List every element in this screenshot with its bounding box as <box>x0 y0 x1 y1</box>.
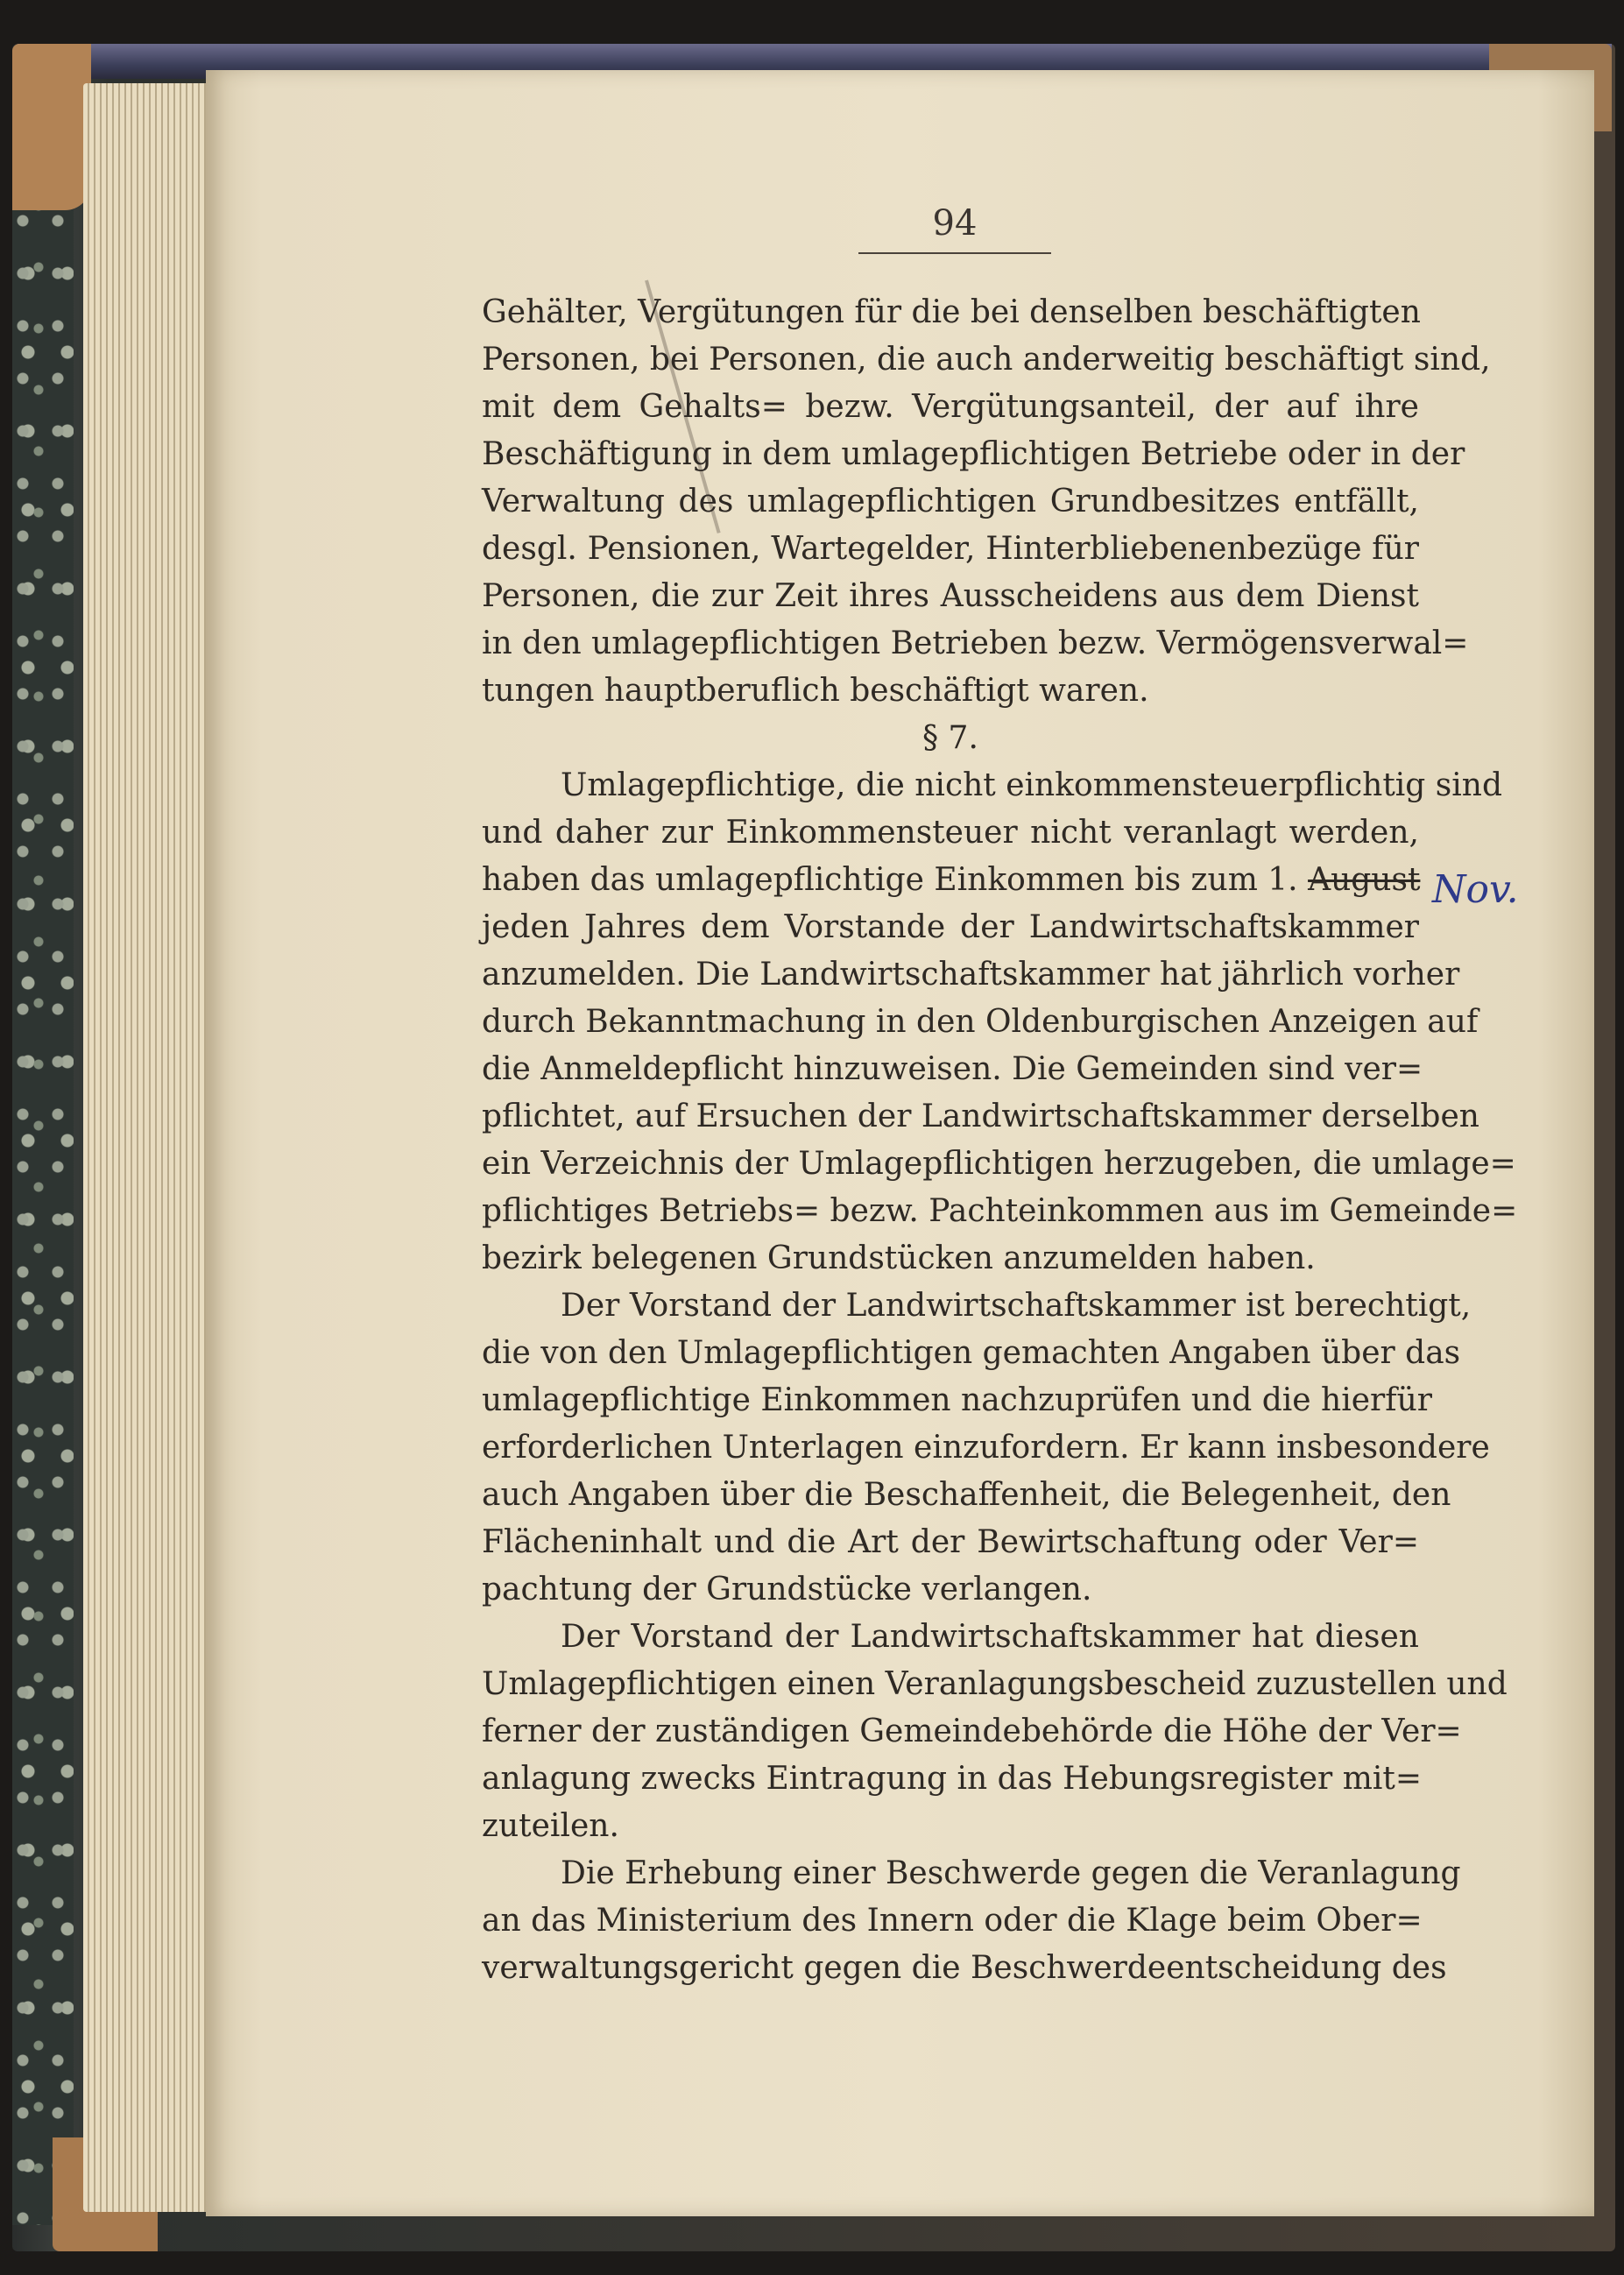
page-number: 94 <box>932 203 978 244</box>
text-line: pflichtet, auf Ersuchen der Landwirtschaftskammer derselben <box>482 1099 1479 1134</box>
handwritten-margin-note: Nov. <box>1432 867 1519 912</box>
text-line: die Anmeldepflicht hinzuweisen. Die Gemeinden sind ver= <box>482 1051 1423 1087</box>
text-line: Umlagepflichtigen einen Veranlagungsbescheid zuzustellen und <box>482 1666 1507 1702</box>
text-line: mit dem Gehalts= bezw. Vergütungsanteil, der auf ihre <box>482 389 1419 425</box>
page-edges <box>83 83 215 2212</box>
section-heading: § 7. <box>922 720 978 756</box>
leather-corner-top <box>12 44 91 210</box>
text-line: verwaltungsgericht gegen die Beschwerdeentscheidung des <box>482 1950 1447 1986</box>
marbled-cover-edge <box>12 53 74 2225</box>
text-line: desgl. Pensionen, Wartegelder, Hinterbliebenenbezüge für <box>482 531 1419 567</box>
text-fragment: haben das umlagepflichtige Einkommen bis zum 1. <box>482 862 1298 898</box>
text-line: pflichtiges Betriebs= bezw. Pachteinkommen aus im Gemeinde= <box>482 1193 1518 1229</box>
text-line: durch Bekanntmachung in den Oldenburgischen Anzeigen auf <box>482 1004 1479 1040</box>
page-number-rule <box>858 252 1051 254</box>
text-line: tungen hauptberuflich beschäftigt waren. <box>482 673 1149 709</box>
text-line: bezirk belegenen Grundstücken anzumelden haben. <box>482 1240 1316 1276</box>
text-line: in den umlagepflichtigen Betrieben bezw. Vermögensverwal= <box>482 625 1469 661</box>
text-line: erforderlichen Unterlagen einzufordern. Er kann insbesondere <box>482 1430 1490 1466</box>
text-line: Personen, bei Personen, die auch anderweitig beschäftigt sind, <box>482 342 1491 378</box>
text-line: pachtung der Grundstücke verlangen. <box>482 1572 1092 1607</box>
text-line: zuteilen. <box>482 1808 619 1844</box>
text-line: Umlagepflichtige, die nicht einkommensteuerpflichtig sind <box>561 767 1503 803</box>
text-line: an das Ministerium des Innern oder die Klage beim Ober= <box>482 1903 1423 1939</box>
text-line: Flächeninhalt und die Art der Bewirtschaftung oder Ver= <box>482 1524 1419 1560</box>
text-line: Personen, die zur Zeit ihres Ausscheidens aus dem Dienst <box>482 578 1419 614</box>
text-line: anzumelden. Die Landwirtschaftskammer hat jährlich vorher <box>482 957 1460 993</box>
text-line: und daher zur Einkommensteuer nicht veranlagt werden, <box>482 815 1419 851</box>
text-line: Der Vorstand der Landwirtschaftskammer hat diesen <box>561 1619 1419 1655</box>
text-line: Die Erhebung einer Beschwerde gegen die Veranlagung <box>561 1855 1461 1891</box>
text-line: anlagung zwecks Eintragung in das Hebungsregister mit= <box>482 1761 1422 1797</box>
text-line: ferner der zuständigen Gemeindebehörde die Höhe der Ver= <box>482 1713 1462 1749</box>
text-line: die von den Umlagepflichtigen gemachten Angaben über das <box>482 1335 1461 1371</box>
text-line: jeden Jahres dem Vorstande der Landwirtschaftskammer <box>482 909 1419 945</box>
text-line: Verwaltung des umlagepflichtigen Grundbesitzes entfällt, <box>482 484 1419 519</box>
struck-word: August <box>1308 862 1421 898</box>
text-line <box>482 857 1419 904</box>
text-line: Beschäftigung in dem umlagepflichtigen Betriebe oder in der <box>482 436 1465 472</box>
text-line: Der Vorstand der Landwirtschaftskammer ist berechtigt, <box>561 1288 1472 1324</box>
text-line: ein Verzeichnis der Umlagepflichtigen herzugeben, die umlage= <box>482 1146 1516 1182</box>
text-line: umlagepflichtige Einkommen nachzuprüfen und die hierfür <box>482 1382 1432 1418</box>
text-line: auch Angaben über die Beschaffenheit, die Belegenheit, den <box>482 1477 1451 1513</box>
text-line: Gehälter, Vergütungen für die bei denselben beschäftigten <box>482 294 1421 330</box>
